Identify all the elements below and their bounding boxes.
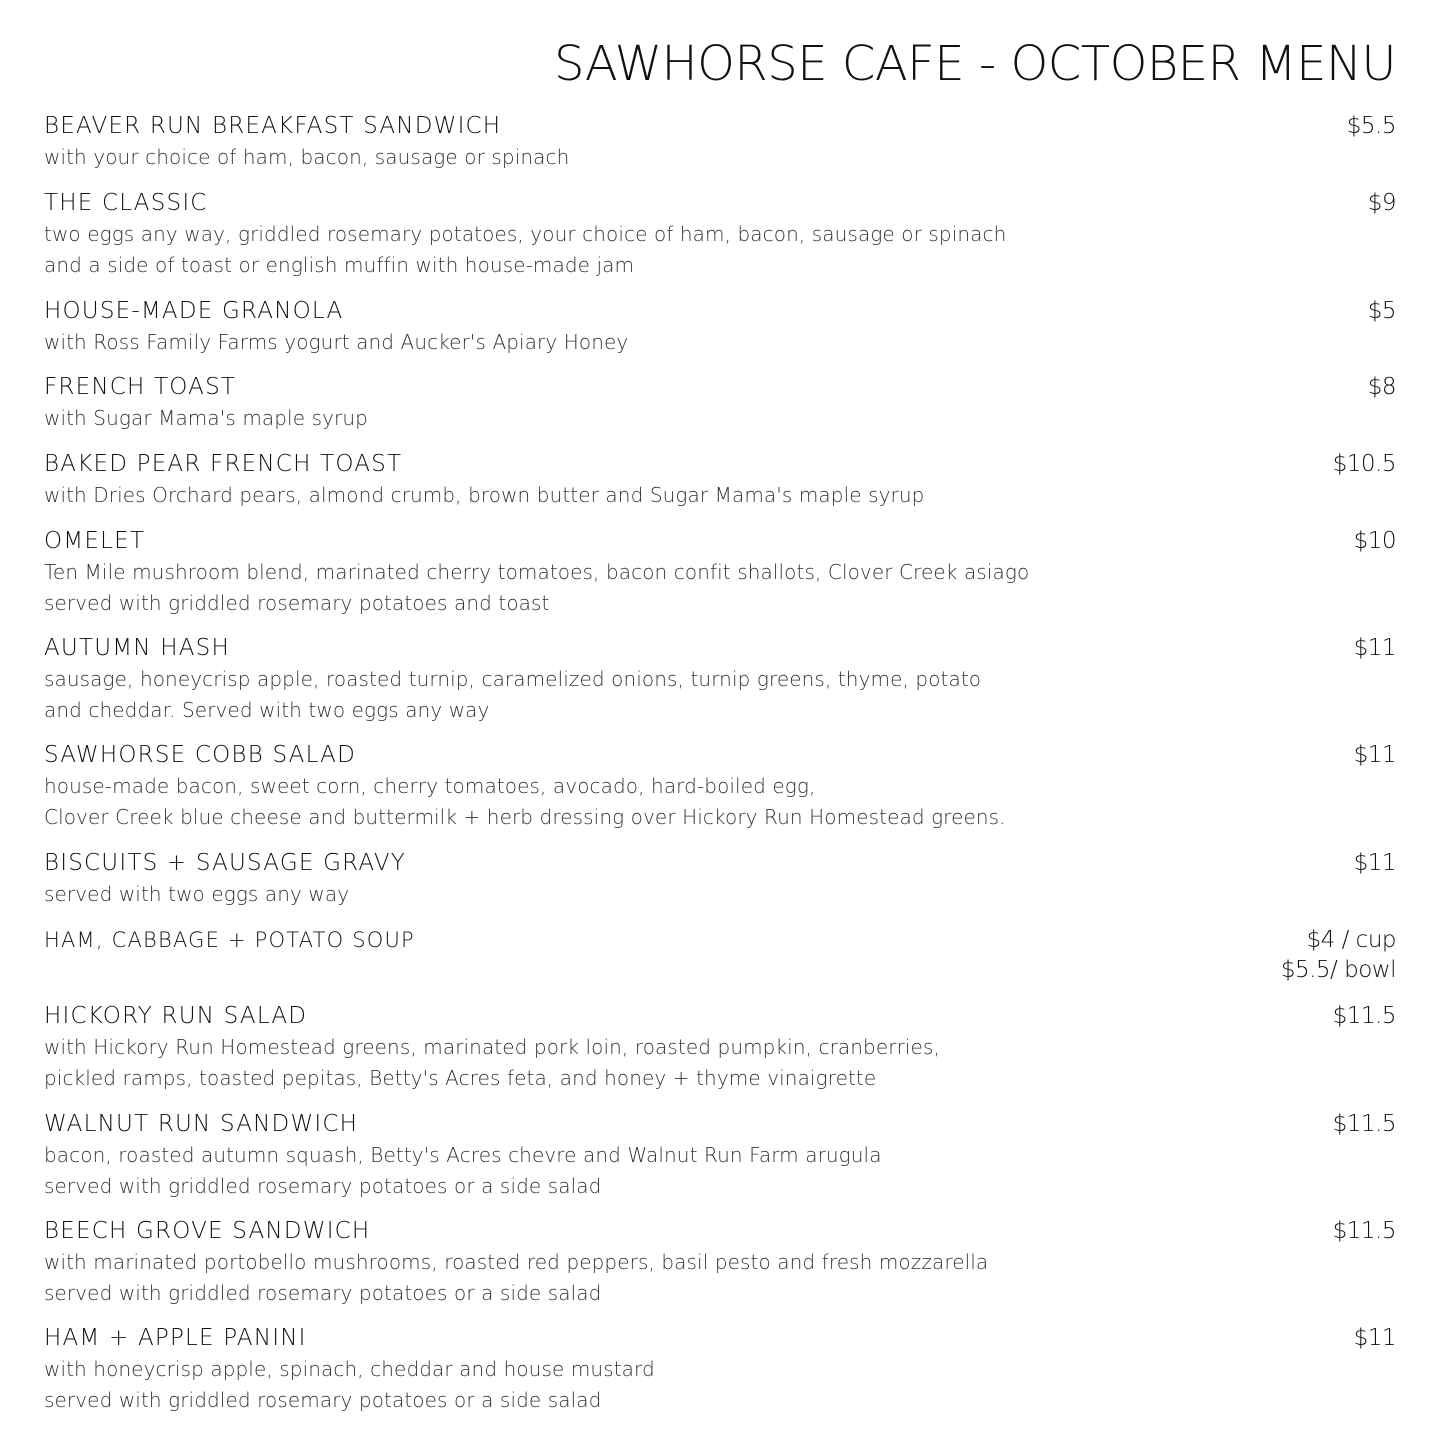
item-name: SAWHORSE COBB SALAD: [44, 742, 357, 768]
item-description: house-made bacon, sweet corn, cherry tomatoes, avocado, hard-boiled egg,: [44, 774, 816, 798]
item-price: $5: [1367, 298, 1396, 324]
item-name: BAKED PEAR FRENCH TOAST: [44, 451, 403, 477]
item-price-cup: $4 / cup: [1306, 927, 1396, 953]
item-name: AUTUMN HASH: [44, 635, 230, 661]
item-description: bacon, roasted autumn squash, Betty's Acres chevre and Walnut Run Farm arugula: [44, 1143, 882, 1167]
item-name: HOUSE-MADE GRANOLA: [44, 298, 344, 324]
item-price: $11.5: [1332, 1003, 1396, 1029]
item-description: with Sugar Mama's maple syrup: [44, 406, 368, 430]
item-description: sausage, honeycrisp apple, roasted turnip, caramelized onions, turnip greens, thyme, potato: [44, 667, 982, 691]
item-name: WALNUT RUN SANDWICH: [44, 1111, 359, 1137]
item-price: $5.5: [1346, 113, 1396, 139]
item-price: $11.5: [1332, 1111, 1396, 1137]
item-description: with Hickory Run Homestead greens, marinated pork loin, roasted pumpkin, cranberries,: [44, 1035, 940, 1059]
menu-title: SAWHORSE CAFE - OCTOBER MENU: [554, 36, 1396, 92]
item-name: HAM, CABBAGE + POTATO SOUP: [44, 928, 415, 952]
item-description: and a side of toast or english muffin with house-made jam: [44, 253, 635, 277]
item-description: Clover Creek blue cheese and buttermilk + herb dressing over Hickory Run Homestead greens.: [44, 805, 1006, 829]
item-price: $11.5: [1332, 1218, 1396, 1244]
item-name: THE CLASSIC: [44, 190, 208, 216]
item-description: and cheddar. Served with two eggs any way: [44, 698, 490, 722]
item-name: BEECH GROVE SANDWICH: [44, 1218, 371, 1244]
item-price: $11: [1353, 635, 1396, 661]
item-description: served with griddled rosemary potatoes or a side salad: [44, 1174, 602, 1198]
item-price-bowl: $5.5/ bowl: [1280, 957, 1396, 983]
item-price: $9: [1367, 190, 1396, 216]
item-description: pickled ramps, toasted pepitas, Betty's Acres feta, and honey + thyme vinaigrette: [44, 1066, 877, 1090]
item-name: BEAVER RUN BREAKFAST SANDWICH: [44, 113, 502, 139]
item-description: with Ross Family Farms yogurt and Aucker's Apiary Honey: [44, 330, 629, 354]
item-name: HICKORY RUN SALAD: [44, 1003, 308, 1029]
item-description: with marinated portobello mushrooms, roasted red peppers, basil pesto and fresh mozzarella: [44, 1250, 989, 1274]
item-name: FRENCH TOAST: [44, 374, 237, 400]
item-description: served with griddled rosemary potatoes and toast: [44, 591, 550, 615]
item-name: HAM + APPLE PANINI: [44, 1325, 307, 1351]
item-description: served with griddled rosemary potatoes or a side salad: [44, 1281, 602, 1305]
item-description: with honeycrisp apple, spinach, cheddar and house mustard: [44, 1357, 655, 1381]
item-name: BISCUITS + SAUSAGE GRAVY: [44, 850, 406, 876]
item-description: two eggs any way, griddled rosemary potatoes, your choice of ham, bacon, sausage or spinach: [44, 222, 1007, 246]
item-price: $8: [1367, 374, 1396, 400]
item-description: with Dries Orchard pears, almond crumb, brown butter and Sugar Mama's maple syrup: [44, 483, 925, 507]
item-price: $10.5: [1332, 451, 1396, 477]
item-name: OMELET: [44, 528, 146, 554]
item-description: with your choice of ham, bacon, sausage or spinach: [44, 145, 570, 169]
item-description: served with two eggs any way: [44, 882, 350, 906]
item-description: Ten Mile mushroom blend, marinated cherry tomatoes, bacon confit shallots, Clover Creek asiago: [44, 560, 1030, 584]
item-price: $11: [1353, 850, 1396, 876]
item-price: $10: [1353, 528, 1396, 554]
item-price: $11: [1353, 742, 1396, 768]
item-price: $11: [1353, 1325, 1396, 1351]
item-description: served with griddled rosemary potatoes or a side salad: [44, 1388, 602, 1412]
